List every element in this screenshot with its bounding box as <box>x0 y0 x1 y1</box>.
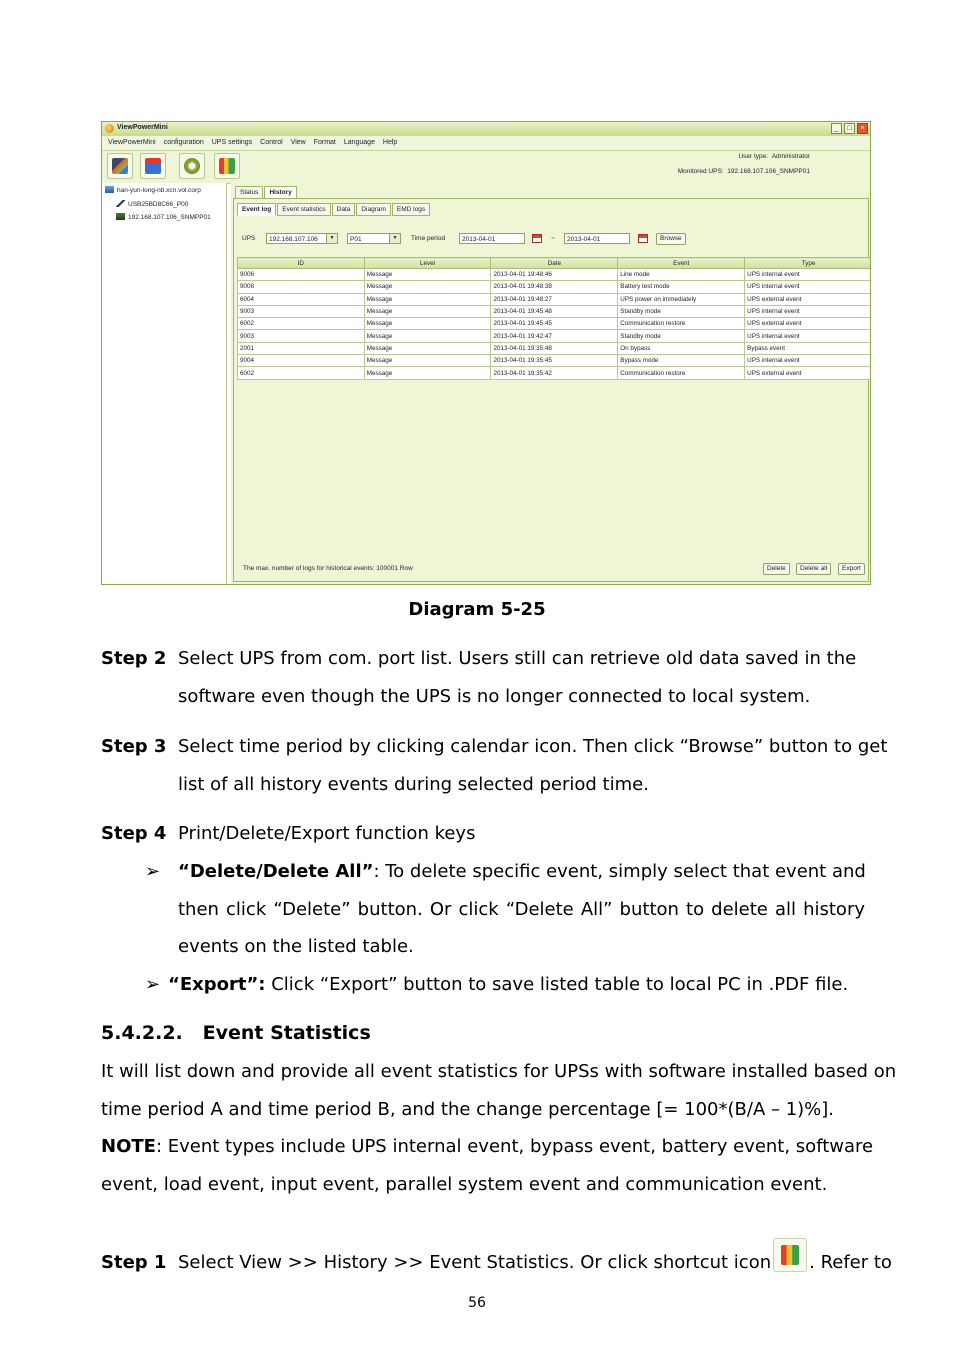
tab-status[interactable]: Status <box>235 186 263 199</box>
table-cell: Communication restore <box>618 367 745 379</box>
table-cell: Message <box>364 281 491 293</box>
tab-diagram[interactable]: Diagram <box>356 203 391 216</box>
tab-history[interactable]: History <box>264 186 296 199</box>
table-cell: Standby mode <box>618 330 745 342</box>
table-cell: Message <box>364 367 491 379</box>
window-title: ViewPowerMini <box>117 124 168 131</box>
bullet2-title: “Export”: <box>168 974 266 995</box>
user-type-label: User type: <box>738 153 769 160</box>
table-cell: Message <box>364 330 491 342</box>
menu-format[interactable]: Format <box>313 139 336 146</box>
app-icon <box>105 124 114 133</box>
chevron-down-icon: ▼ <box>326 234 337 243</box>
table-cell: Battery test mode <box>618 281 745 293</box>
date-separator: ~ <box>551 235 555 242</box>
tree-node-usb[interactable]: USB25BD8C66_P00 <box>116 200 188 208</box>
event-log-table <box>237 257 871 380</box>
main-pane <box>231 183 870 584</box>
bullet1-title: “Delete/Delete All” <box>178 861 374 882</box>
column-header-date[interactable]: Date <box>491 258 618 269</box>
monitored-ups-label: Monitored UPS: <box>677 168 724 175</box>
user-type-value: Administrator <box>771 153 810 160</box>
export-button[interactable]: Export <box>838 563 865 575</box>
step1-label: Step 1 <box>101 1252 167 1273</box>
computer-icon <box>105 186 114 193</box>
diagram-caption: Diagram 5-25 <box>408 599 546 620</box>
table-row[interactable] <box>238 342 872 354</box>
table-cell: 6002 <box>238 367 365 379</box>
table-cell: 2013-04-01 19:35:48 <box>491 342 618 354</box>
table-cell: 2013-04-01 19:35:45 <box>491 355 618 367</box>
delete-all-button[interactable]: Delete all <box>796 563 831 575</box>
event-statistics-shortcut-icon <box>773 1238 807 1272</box>
filter-row <box>242 232 862 246</box>
menu-help[interactable]: Help <box>382 139 398 146</box>
ups-label: UPS <box>242 235 256 242</box>
tab-data[interactable]: Data <box>332 203 356 216</box>
menu-configuration[interactable]: configuration <box>163 139 204 146</box>
table-row[interactable] <box>238 281 872 293</box>
step4-line: Step 4 Print/Delete/Export function keys <box>101 823 476 844</box>
minimize-button[interactable]: _ <box>831 123 842 134</box>
tab-event-log[interactable]: Event log <box>237 203 276 216</box>
tab-emd-logs[interactable]: EMD logs <box>392 203 430 216</box>
table-cell: 2013-04-01 19:48:38 <box>491 281 618 293</box>
section-title: Event Statistics <box>202 1022 371 1044</box>
calendar-icon[interactable] <box>638 234 648 243</box>
table-cell: Line mode <box>618 269 745 281</box>
table-cell: 9008 <box>238 281 365 293</box>
table-row[interactable] <box>238 269 872 281</box>
chevron-down-icon: ▼ <box>389 234 400 243</box>
ups-icon[interactable] <box>179 153 205 179</box>
table-row[interactable] <box>238 293 872 305</box>
table-cell: 6004 <box>238 293 365 305</box>
configuration-icon[interactable] <box>140 153 166 179</box>
menu-viewpowermini[interactable]: ViewPowerMini <box>108 139 156 146</box>
table-row[interactable] <box>238 318 872 330</box>
step2-line1: Step 2 Select UPS from com. port list. Users still can retrieve old data saved in the <box>101 648 857 669</box>
table-row[interactable] <box>238 367 872 379</box>
monitor-icon[interactable] <box>107 153 133 179</box>
table-cell: Message <box>364 305 491 317</box>
table-cell: Standby mode <box>618 305 745 317</box>
date-to-input[interactable]: 2013-04-01 <box>564 233 630 244</box>
step2-label: Step 2 <box>101 648 167 669</box>
table-cell: UPS internal event <box>745 305 871 317</box>
step2-line2: software even though the UPS is no longer connected to local system. <box>178 686 811 707</box>
column-header-type[interactable]: Type <box>745 258 871 269</box>
table-cell: Message <box>364 269 491 281</box>
calendar-icon[interactable] <box>532 234 542 243</box>
screenshot-window <box>101 121 871 585</box>
port-select[interactable]: P01 ▼ <box>347 233 401 244</box>
table-cell: 9006 <box>238 269 365 281</box>
table-header-row <box>238 258 872 269</box>
title-bar <box>102 122 870 137</box>
table-footer <box>237 561 865 577</box>
delete-button[interactable]: Delete <box>763 563 790 575</box>
section-paragraph-line1: It will list down and provide all event statistics for UPSs with software installed based on <box>101 1061 897 1082</box>
tree-node-snmp[interactable]: 192.168.107.106_SNMPP01 <box>116 213 211 221</box>
table-cell: Communication restore <box>618 318 745 330</box>
usb-cable-icon <box>116 200 125 207</box>
history-tabs <box>237 203 431 215</box>
table-row[interactable] <box>238 330 872 342</box>
table-cell: UPS internal event <box>745 269 871 281</box>
close-button[interactable]: × <box>857 123 868 134</box>
step3-line1: Step 3 Select time period by clicking calendar icon. Then click “Browse” button to get <box>101 736 888 757</box>
step3-line2: list of all history events during selected period time. <box>178 774 649 795</box>
table-body <box>238 269 872 380</box>
bullet1-line3: events on the listed table. <box>178 936 414 957</box>
table-cell: 2013-04-01 19:42:47 <box>491 330 618 342</box>
bullet1-line2: then click “Delete” button. Or click “Delete All” button to delete all history <box>178 899 865 920</box>
step3-label: Step 3 <box>101 736 167 757</box>
table-cell: UPS external event <box>745 367 871 379</box>
max-logs-note: The max. number of logs for historical events: 100001 Row <box>243 565 413 572</box>
bullet-arrow-icon: ➢ <box>145 861 161 882</box>
table-cell: 2013-04-01 19:48:46 <box>491 269 618 281</box>
table-cell: On bypass <box>618 342 745 354</box>
table-cell: Message <box>364 355 491 367</box>
table-cell: UPS external event <box>745 318 871 330</box>
table-cell: 2013-04-01 19:45:45 <box>491 318 618 330</box>
note-line2: event, load event, input event, parallel system event and communication event. <box>101 1174 828 1195</box>
ups-select[interactable]: 192.168.107.106 ▼ <box>266 233 338 244</box>
note-line1: NOTE: Event types include UPS internal event, bypass event, battery event, software <box>101 1136 874 1157</box>
table-cell: 2013-04-01 19:48:27 <box>491 293 618 305</box>
table-cell: UPS external event <box>745 293 871 305</box>
table-cell: 2013-04-01 19:35:42 <box>491 367 618 379</box>
main-tabs <box>235 186 298 198</box>
device-tree <box>102 183 227 584</box>
step1-line: Step 1 Select View >> History >> Event Statistics. Or click shortcut icon . Refer to <box>101 1238 892 1274</box>
table-cell: 2013-04-01 19:45:48 <box>491 305 618 317</box>
step4-label: Step 4 <box>101 823 167 844</box>
bullet1-line1: “Delete/Delete All”: To delete specific event, simply select that event and <box>178 861 866 882</box>
section-paragraph-line2: time period A and time period B, and the change percentage [= 100*(B/A – 1)%]. <box>101 1099 835 1120</box>
menu-control[interactable]: Control <box>260 139 283 146</box>
bullet-arrow-icon: ➢ <box>145 974 161 995</box>
table-cell: UPS internal event <box>745 355 871 367</box>
network-device-icon <box>116 213 125 220</box>
table-cell: UPS power on immediately <box>618 293 745 305</box>
menu-language[interactable]: Language <box>343 139 375 146</box>
page-number: 56 <box>468 1295 486 1311</box>
menu-view[interactable]: View <box>290 139 306 146</box>
maximize-button[interactable]: □ <box>844 123 855 134</box>
tree-root[interactable]: han-yun-long-nb.xcn.vol.corp <box>105 186 201 194</box>
column-header-id[interactable]: ID <box>238 258 365 269</box>
time-period-label: Time period <box>411 235 446 242</box>
table-cell: Message <box>364 318 491 330</box>
table-cell: UPS internal event <box>745 330 871 342</box>
menu-ups-settings[interactable]: UPS settings <box>211 139 253 146</box>
section-number: 5.4.2.2. <box>101 1022 183 1044</box>
table-cell: 9003 <box>238 330 365 342</box>
monitored-ups-value: 192.168.107.106_SNMPP01 <box>727 168 810 175</box>
event-statistics-icon[interactable] <box>214 153 240 179</box>
table-cell: Bypass mode <box>618 355 745 367</box>
table-cell: Message <box>364 293 491 305</box>
column-header-event[interactable]: Event <box>618 258 745 269</box>
table-cell: Bypass event <box>745 342 871 354</box>
table-cell: 6002 <box>238 318 365 330</box>
toolbar <box>102 151 870 184</box>
table-cell: 9004 <box>238 355 365 367</box>
table-cell: 9003 <box>238 305 365 317</box>
table-row[interactable] <box>238 305 872 317</box>
table-cell: Message <box>364 342 491 354</box>
menu-bar <box>102 136 870 151</box>
section-heading <box>101 1022 371 1044</box>
bullet2-line: “Export”: Click “Export” button to save listed table to local PC in .PDF file. <box>168 974 849 995</box>
table-cell: UPS internal event <box>745 281 871 293</box>
browse-button[interactable]: Browse <box>656 233 686 245</box>
date-from-input[interactable]: 2013-04-01 <box>459 233 525 244</box>
table-cell: 2001 <box>238 342 365 354</box>
tab-event-statistics[interactable]: Event statistics <box>277 203 330 216</box>
column-header-level[interactable]: Level <box>364 258 491 269</box>
note-label: NOTE <box>101 1136 156 1157</box>
table-row[interactable] <box>238 355 872 367</box>
history-panel <box>233 198 869 582</box>
